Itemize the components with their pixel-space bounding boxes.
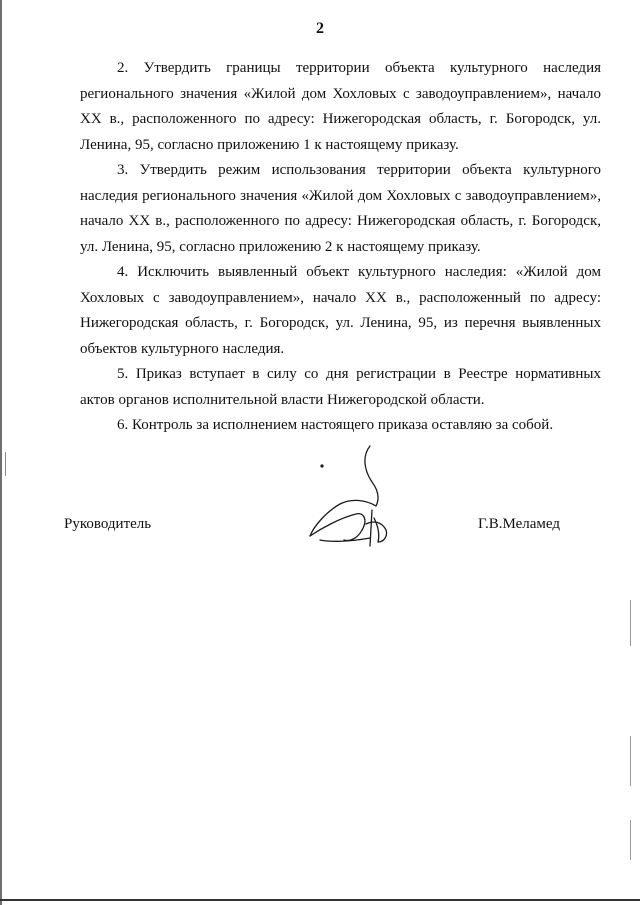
scan-bottom-edge: [0, 899, 640, 901]
page-number: 2: [316, 20, 324, 37]
scan-margin-mark: [5, 452, 6, 476]
paragraph-item-6: 6. Контроль за исполнением настоящего приказа оставляю за собой.: [117, 417, 554, 433]
scan-left-edge: [0, 0, 2, 905]
paragraph-item-4: 4. Исключить выявленный объект культурного наследия: «Жилой дом Хохловых с заводоуправлением», начало XX в., расположенный по адресу: Нижегородская область, г. Богородск, ул. Ленина, 95, из перечня выявленных объектов культурного наследия.: [80, 264, 601, 357]
signatory-title: Руководитель: [64, 516, 152, 532]
signature-block: [64, 516, 560, 540]
signatory-name: Г.В.Меламед: [477, 516, 560, 532]
paragraph-item-5: 5. Приказ вступает в силу со дня регистрации в Реестре нормативных актов органов исполнительной власти Нижегородской области.: [80, 366, 601, 408]
paragraph-item-3: 3. Утвердить режим использования территории объекта культурного наследия регионального значения «Жилой дом Хохловых с заводоуправлением», начало XX в., расположенного по адресу: Нижегородская область, г. Богородск, ул. Ленина, 95, согласно приложению 2 к настоящему приказу.: [80, 162, 601, 255]
handwritten-signature: [300, 438, 410, 558]
document-body: [80, 56, 601, 439]
scan-right-mark: [630, 820, 631, 860]
scan-right-mark: [630, 600, 631, 646]
paragraph-item-2: 2. Утвердить границы территории объекта культурного наследия регионального значения «Жилой дом Хохловых с заводоуправлением», начало XX в., расположенного по адресу: Нижегородская область, г. Богородск, ул. Ленина, 95, согласно приложению 1 к настоящему приказу.: [80, 60, 601, 153]
scan-right-mark: [630, 736, 631, 786]
